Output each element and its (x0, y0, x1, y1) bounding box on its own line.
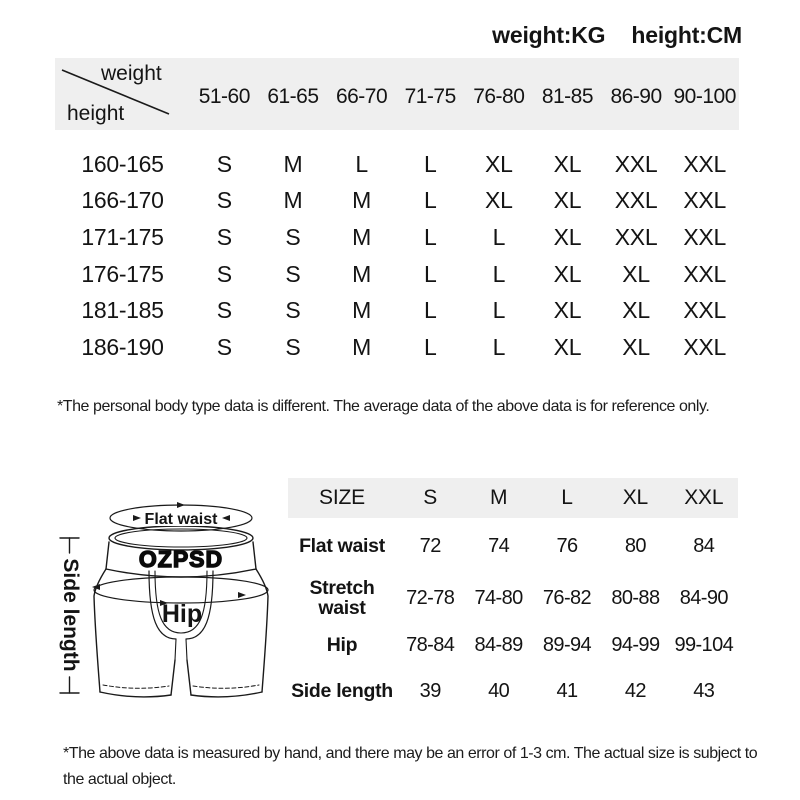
size-table-header (55, 58, 739, 130)
measure-value-cell: 74 (488, 534, 510, 557)
hip-label: Hip (161, 600, 203, 628)
measure-value-cell: 39 (419, 679, 441, 702)
measurement-note-line2: the actual object. (63, 771, 176, 788)
corner-height-label: height (67, 102, 125, 125)
measure-value-cell: 72 (419, 534, 441, 557)
size-cell: M (352, 297, 371, 324)
units-header (492, 22, 742, 49)
size-cell: L (423, 187, 437, 214)
weight-column-header: 71-75 (404, 85, 456, 108)
size-cell: XL (485, 187, 513, 214)
size-cell: L (423, 150, 437, 177)
size-table-body (55, 146, 739, 366)
size-cell: XXL (614, 150, 658, 177)
size-cell: L (423, 333, 437, 360)
weight-column-header: 90-100 (673, 85, 736, 108)
size-cell: L (492, 297, 506, 324)
measure-row-label: Side length (291, 679, 393, 702)
weight-column-header: 61-65 (267, 85, 319, 108)
flat-waist-top-arrow-icon (177, 502, 185, 508)
reference-note: *The personal body type data is different. The average data of the above data is for reference only. (57, 398, 710, 415)
size-column-header: S (423, 486, 438, 509)
size-cell: L (355, 150, 368, 177)
flat-waist-left-arrow-icon (133, 515, 141, 521)
weight-column-header: 51-60 (198, 85, 250, 108)
size-cell: XXL (614, 223, 658, 250)
height-row-label: 166-170 (81, 187, 164, 214)
height-row-label: 181-185 (81, 297, 164, 324)
size-column-header: M (489, 486, 508, 509)
weight-unit-label: weight:KG (492, 22, 606, 48)
size-column-header: L (561, 486, 573, 509)
measure-value-cell: 94-99 (611, 633, 660, 656)
size-cell: XL (485, 150, 513, 177)
measure-value-cell: 40 (488, 679, 510, 702)
measure-value-cell: 76-82 (542, 586, 592, 609)
measure-value-cell: 42 (624, 679, 646, 702)
boxer-diagram (45, 490, 295, 718)
size-cell: XXL (683, 333, 726, 360)
measure-table-header (288, 478, 738, 518)
right-hem-stitch (193, 685, 259, 688)
size-cell: L (423, 297, 437, 324)
height-row-label: 160-165 (81, 150, 164, 177)
size-cell: L (423, 260, 437, 287)
brand-logo: OZPSD (138, 546, 224, 572)
flat-waist-right-arrow-icon (222, 515, 230, 521)
weight-column-header: 86-90 (610, 85, 662, 108)
measure-value-cell: 80 (624, 534, 646, 557)
size-cell: M (352, 260, 371, 287)
size-cell: L (492, 260, 506, 287)
measure-row-label: Hip (326, 633, 358, 656)
size-column-header: XXL (684, 486, 724, 509)
size-cell: S (216, 260, 232, 287)
size-cell: M (352, 187, 371, 214)
size-cell: S (216, 223, 232, 250)
side-length-label: Side length (58, 558, 82, 672)
size-cell: XL (553, 333, 582, 360)
size-cell: S (285, 223, 301, 250)
height-row-label: 176-175 (81, 260, 164, 287)
flat-waist-label: Flat waist (144, 511, 218, 528)
measure-value-cell: 41 (556, 679, 578, 702)
size-cell: XL (553, 150, 582, 177)
weight-column-header: 76-80 (473, 85, 525, 108)
size-cell: L (492, 333, 506, 360)
measure-value-cell: 99-104 (674, 633, 734, 656)
size-cell: S (285, 333, 301, 360)
measure-value-cell: 84-90 (679, 586, 728, 609)
size-cell: L (492, 223, 506, 250)
measurement-note-line1: *The above data is measured by hand, and there may be an error of 1-3 cm. The actual size is subject to (63, 745, 758, 762)
size-cell: XL (553, 260, 582, 287)
size-cell: XL (553, 223, 582, 250)
height-unit-label: height:CM (631, 22, 742, 48)
left-hem-stitch (103, 685, 169, 688)
measure-value-cell: 80-88 (611, 586, 660, 609)
size-column-header: XL (622, 486, 649, 509)
size-cell: XXL (683, 297, 726, 324)
size-cell: XL (622, 260, 650, 287)
measurement-note (63, 741, 763, 793)
size-cell: XL (553, 297, 582, 324)
weight-column-header: 81-85 (541, 85, 594, 108)
size-cell: XXL (683, 187, 726, 214)
size-cell: XXL (683, 260, 726, 287)
size-cell: S (216, 333, 232, 360)
size-cell: XL (622, 297, 650, 324)
size-cell: M (352, 333, 371, 360)
measure-value-cell: 72-78 (406, 586, 455, 609)
size-column-header: SIZE (319, 486, 365, 509)
height-row-label: 186-190 (81, 333, 164, 360)
size-cell: S (216, 150, 232, 177)
size-cell: L (423, 223, 437, 250)
size-cell: M (352, 223, 371, 250)
size-cell: XL (622, 333, 650, 360)
weight-column-header: 66-70 (335, 85, 388, 108)
measure-value-cell: 74-80 (474, 586, 523, 609)
size-cell: S (216, 187, 232, 214)
size-cell: S (216, 297, 232, 324)
size-cell: S (285, 297, 301, 324)
measure-row-label: Stretch waist (309, 576, 375, 619)
size-cell: M (283, 150, 303, 177)
size-cell: XL (553, 187, 582, 214)
size-cell: M (283, 187, 303, 214)
height-row-label: 171-175 (81, 223, 164, 250)
measure-value-cell: 89-94 (542, 633, 592, 656)
size-cell: XXL (683, 150, 726, 177)
corner-weight-label: weight (101, 62, 162, 85)
size-cell: XXL (614, 187, 658, 214)
size-cell: XXL (683, 223, 726, 250)
measure-value-cell: 43 (693, 679, 715, 702)
hip-right-arrow-icon (238, 592, 246, 598)
measure-value-cell: 78-84 (406, 633, 455, 656)
measure-value-cell: 84-89 (474, 633, 523, 656)
corner-cell (55, 58, 190, 130)
size-cell: S (285, 260, 301, 287)
measure-value-cell: 84 (693, 534, 715, 557)
measure-row-label: Flat waist (299, 534, 385, 557)
measure-value-cell: 76 (556, 534, 578, 557)
measure-table-body (288, 518, 738, 714)
